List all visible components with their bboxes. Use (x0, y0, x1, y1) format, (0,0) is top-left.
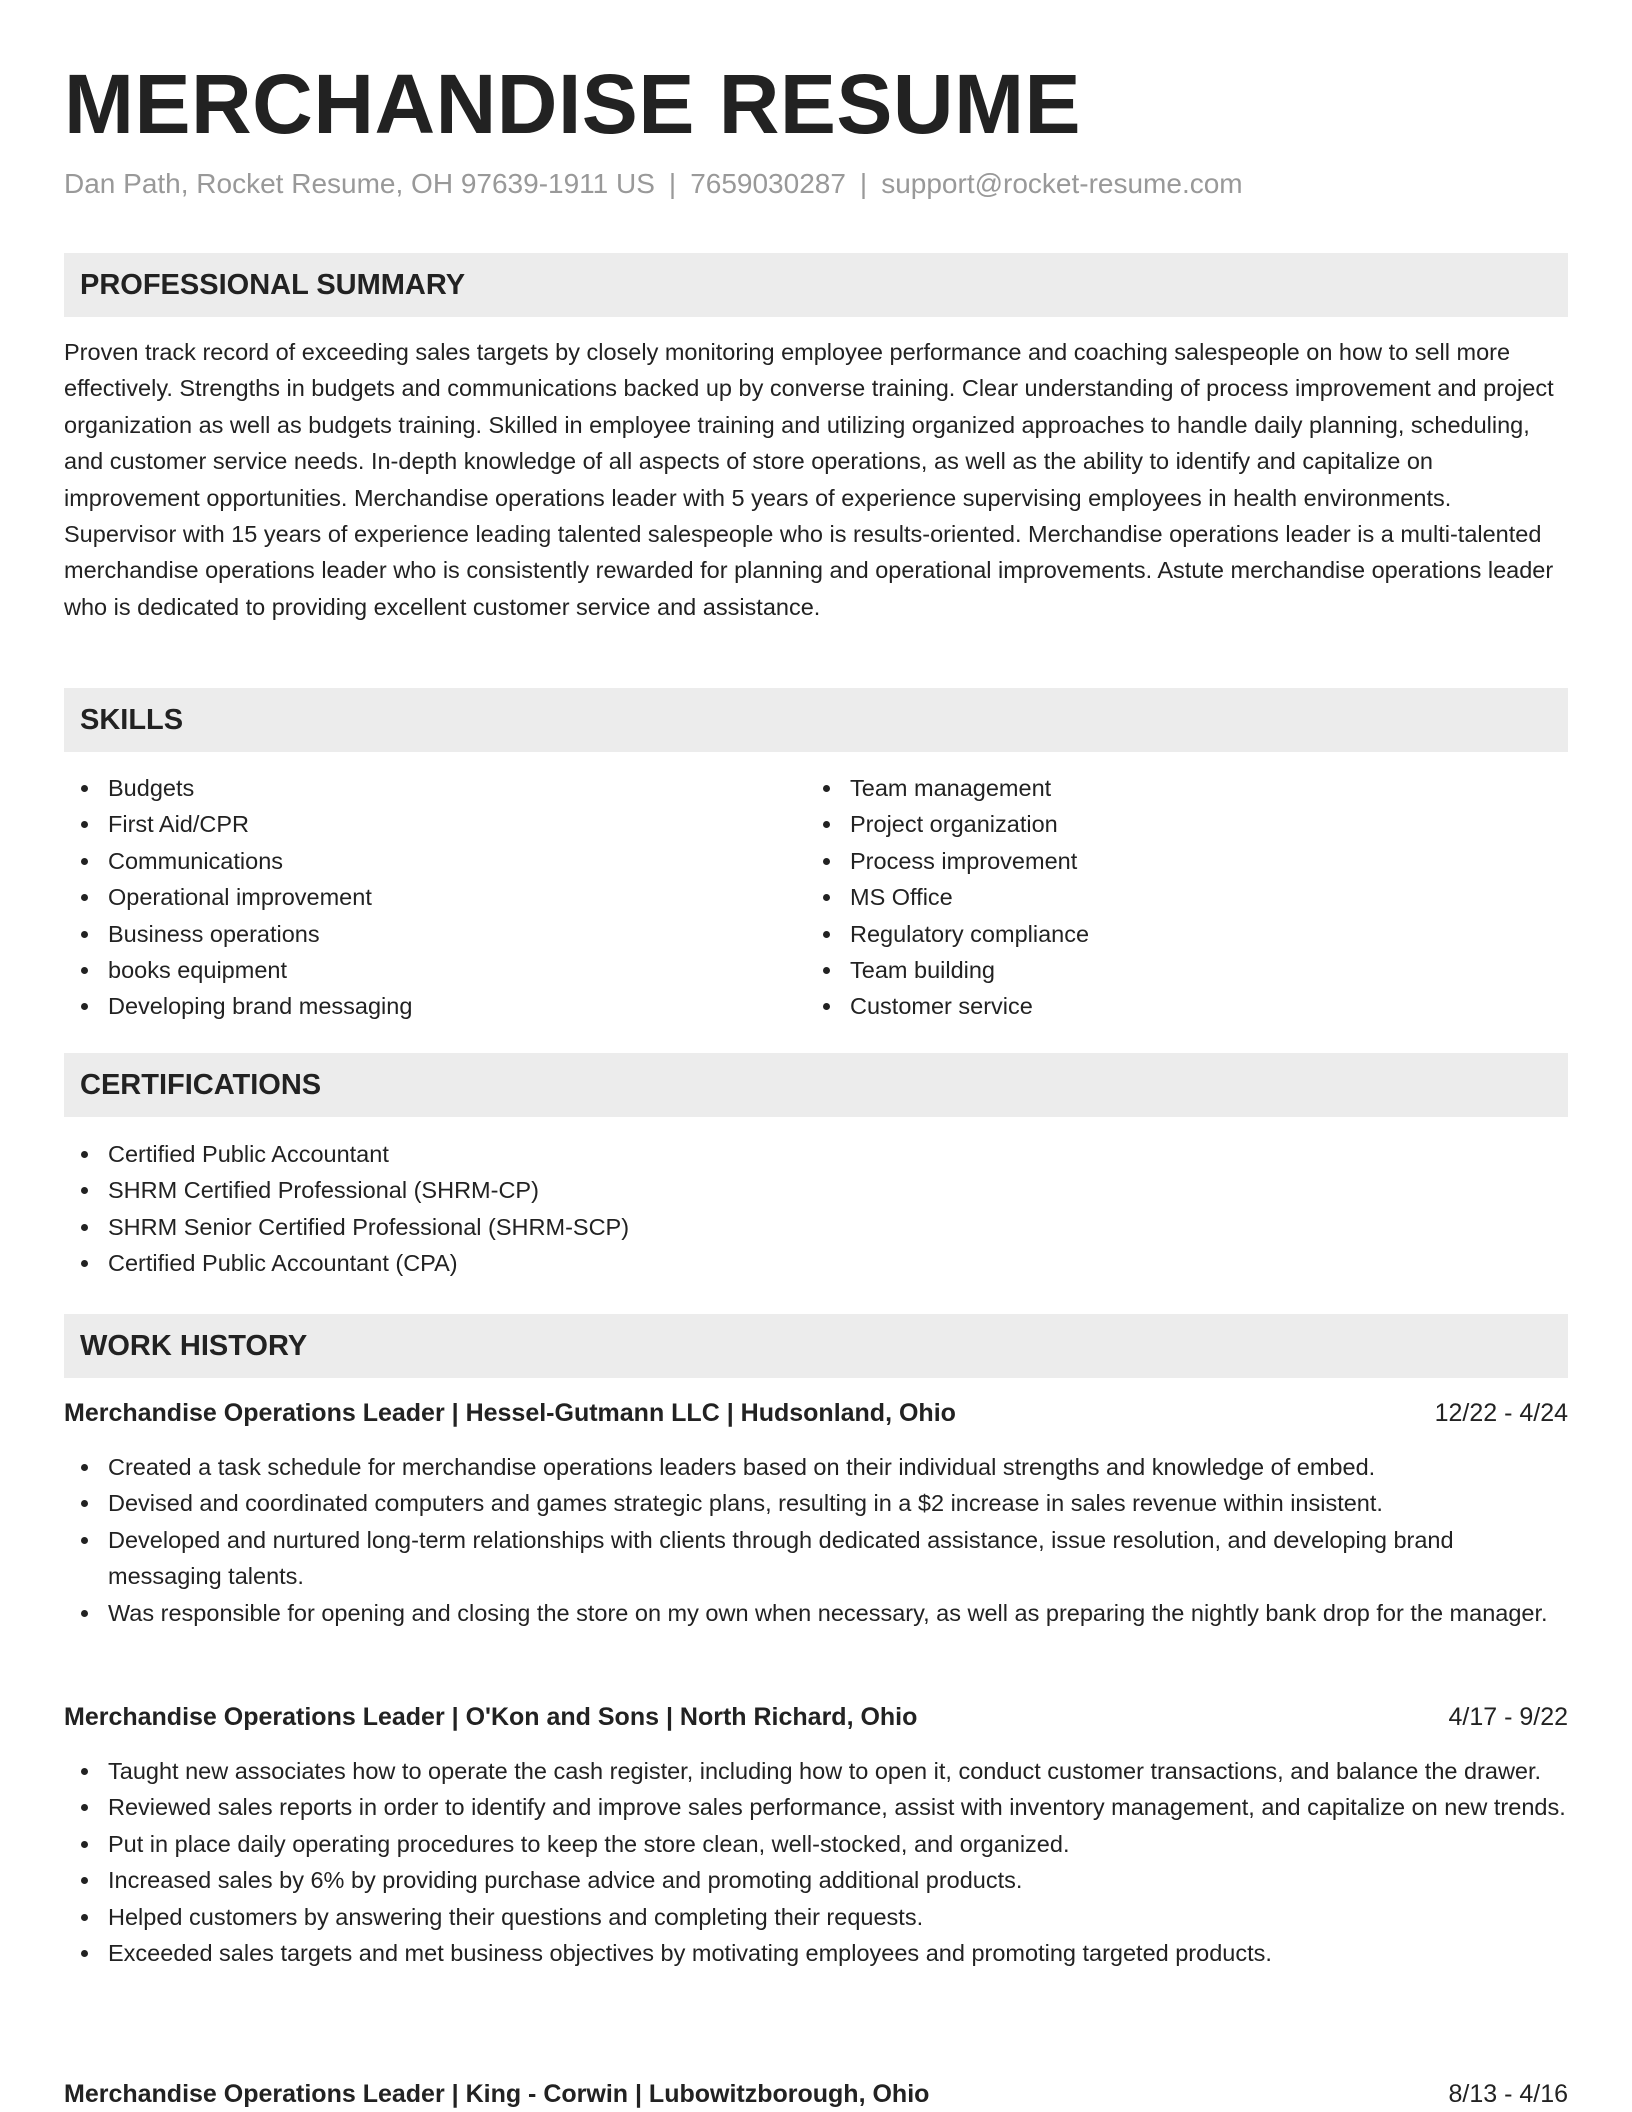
job-bullet: Helped customers by answering their questions and completing their requests. (64, 1899, 1568, 1935)
skill-item: Team management (806, 770, 1546, 806)
job-bullet: Taught new associates how to operate the cash register, including how to open it, conduct customer transactions, and balance the drawer. (64, 1753, 1568, 1789)
job-bullet: Put in place daily operating procedures to keep the store clean, well-stocked, and organized. (64, 1826, 1568, 1862)
skill-item: Team building (806, 952, 1546, 988)
section-header-certifications (64, 1053, 1568, 1117)
job-title: Merchandise Operations Leader | Hessel-Gutmann LLC | Hudsonland, Ohio (64, 1399, 956, 1427)
skill-item: books equipment (64, 952, 804, 988)
job-dates: 8/13 - 4/16 (1448, 2080, 1568, 2108)
job-title: Merchandise Operations Leader | O'Kon and Sons | North Richard, Ohio (64, 1703, 918, 1731)
contact-separator: | (668, 168, 677, 199)
skill-item: Budgets (64, 770, 804, 806)
contact-phone: 7659030287 (690, 168, 846, 199)
job-bullets (64, 1753, 1568, 1971)
job-bullet: Created a task schedule for merchandise operations leaders based on their individual strengths and knowledge of embed. (64, 1449, 1568, 1485)
job-bullet: Was responsible for opening and closing the store on my own when necessary, as well as preparing the nightly bank drop for the manager. (64, 1595, 1568, 1631)
section-title-summary: PROFESSIONAL SUMMARY (80, 269, 466, 301)
contact-address: Dan Path, Rocket Resume, OH 97639-1911 US (64, 168, 655, 199)
skill-item: Process improvement (806, 843, 1546, 879)
certification-item: SHRM Senior Certified Professional (SHRM-SCP) (64, 1209, 1568, 1245)
certification-item: Certified Public Accountant (CPA) (64, 1245, 1568, 1281)
job-bullet: Reviewed sales reports in order to identify and improve sales performance, assist with inventory management, and capitalize on new trends. (64, 1789, 1568, 1825)
skill-item: Developing brand messaging (64, 988, 804, 1024)
job-dates: 12/22 - 4/24 (1434, 1399, 1568, 1427)
skill-item: Customer service (806, 988, 1546, 1024)
skill-item: Business operations (64, 916, 804, 952)
job-bullet: Increased sales by 6% by providing purchase advice and promoting additional products. (64, 1862, 1568, 1898)
section-header-work-history (64, 1314, 1568, 1378)
skill-item: First Aid/CPR (64, 806, 804, 842)
section-header-skills (64, 688, 1568, 752)
certification-item: Certified Public Accountant (64, 1136, 1568, 1172)
contact-line (64, 166, 1243, 202)
certification-item: SHRM Certified Professional (SHRM-CP) (64, 1172, 1568, 1208)
skill-item: Communications (64, 843, 804, 879)
job-bullets (64, 1449, 1568, 1631)
skills-list-left (64, 770, 804, 1025)
skill-item: Project organization (806, 806, 1546, 842)
contact-email[interactable]: support@rocket-resume.com (881, 168, 1243, 199)
skills-list-right (806, 770, 1546, 1025)
skill-item: Operational improvement (64, 879, 804, 915)
certifications-list (64, 1136, 1568, 1282)
job-dates: 4/17 - 9/22 (1448, 1703, 1568, 1731)
resume-title: MERCHANDISE RESUME (64, 57, 1082, 151)
job-bullet: Devised and coordinated computers and games strategic plans, resulting in a $2 increase in sales revenue within insistent. (64, 1485, 1568, 1521)
section-title-skills: SKILLS (80, 704, 184, 736)
section-header-summary (64, 253, 1568, 317)
contact-separator: | (859, 168, 868, 199)
job-bullet: Exceeded sales targets and met business objectives by motivating employees and promoting targeted products. (64, 1935, 1568, 1971)
section-title-work-history: WORK HISTORY (80, 1330, 308, 1362)
job-title: Merchandise Operations Leader | King - Corwin | Lubowitzborough, Ohio (64, 2080, 930, 2108)
section-title-certifications: CERTIFICATIONS (80, 1069, 322, 1101)
summary-text: Proven track record of exceeding sales targets by closely monitoring employee performance and coaching salespeople on how to sell more effectively. Strengths in budgets and communications backed up by converse training. Clear understanding of process improvement and project organization as well as budgets training. Skilled in employee training and utilizing organized approaches to handle daily planning, scheduling, and customer service needs. In-depth knowledge of all aspects of store operations, as well as the ability to identify and capitalize on improvement opportunities. Merchandise operations leader with 5 years of experience supervising employees in health environments. Supervisor with 15 years of experience leading talented salespeople who is results-oriented. Merchandise operations leader is a multi-talented merchandise operations leader who is consistently rewarded for planning and operational improvements. Astute merchandise operations leader who is dedicated to providing excellent customer service and assistance. (64, 339, 1554, 620)
skill-item: Regulatory compliance (806, 916, 1546, 952)
job-bullet: Developed and nurtured long-term relationships with clients through dedicated assistance, issue resolution, and developing brand messaging talents. (64, 1522, 1568, 1595)
skill-item: MS Office (806, 879, 1546, 915)
